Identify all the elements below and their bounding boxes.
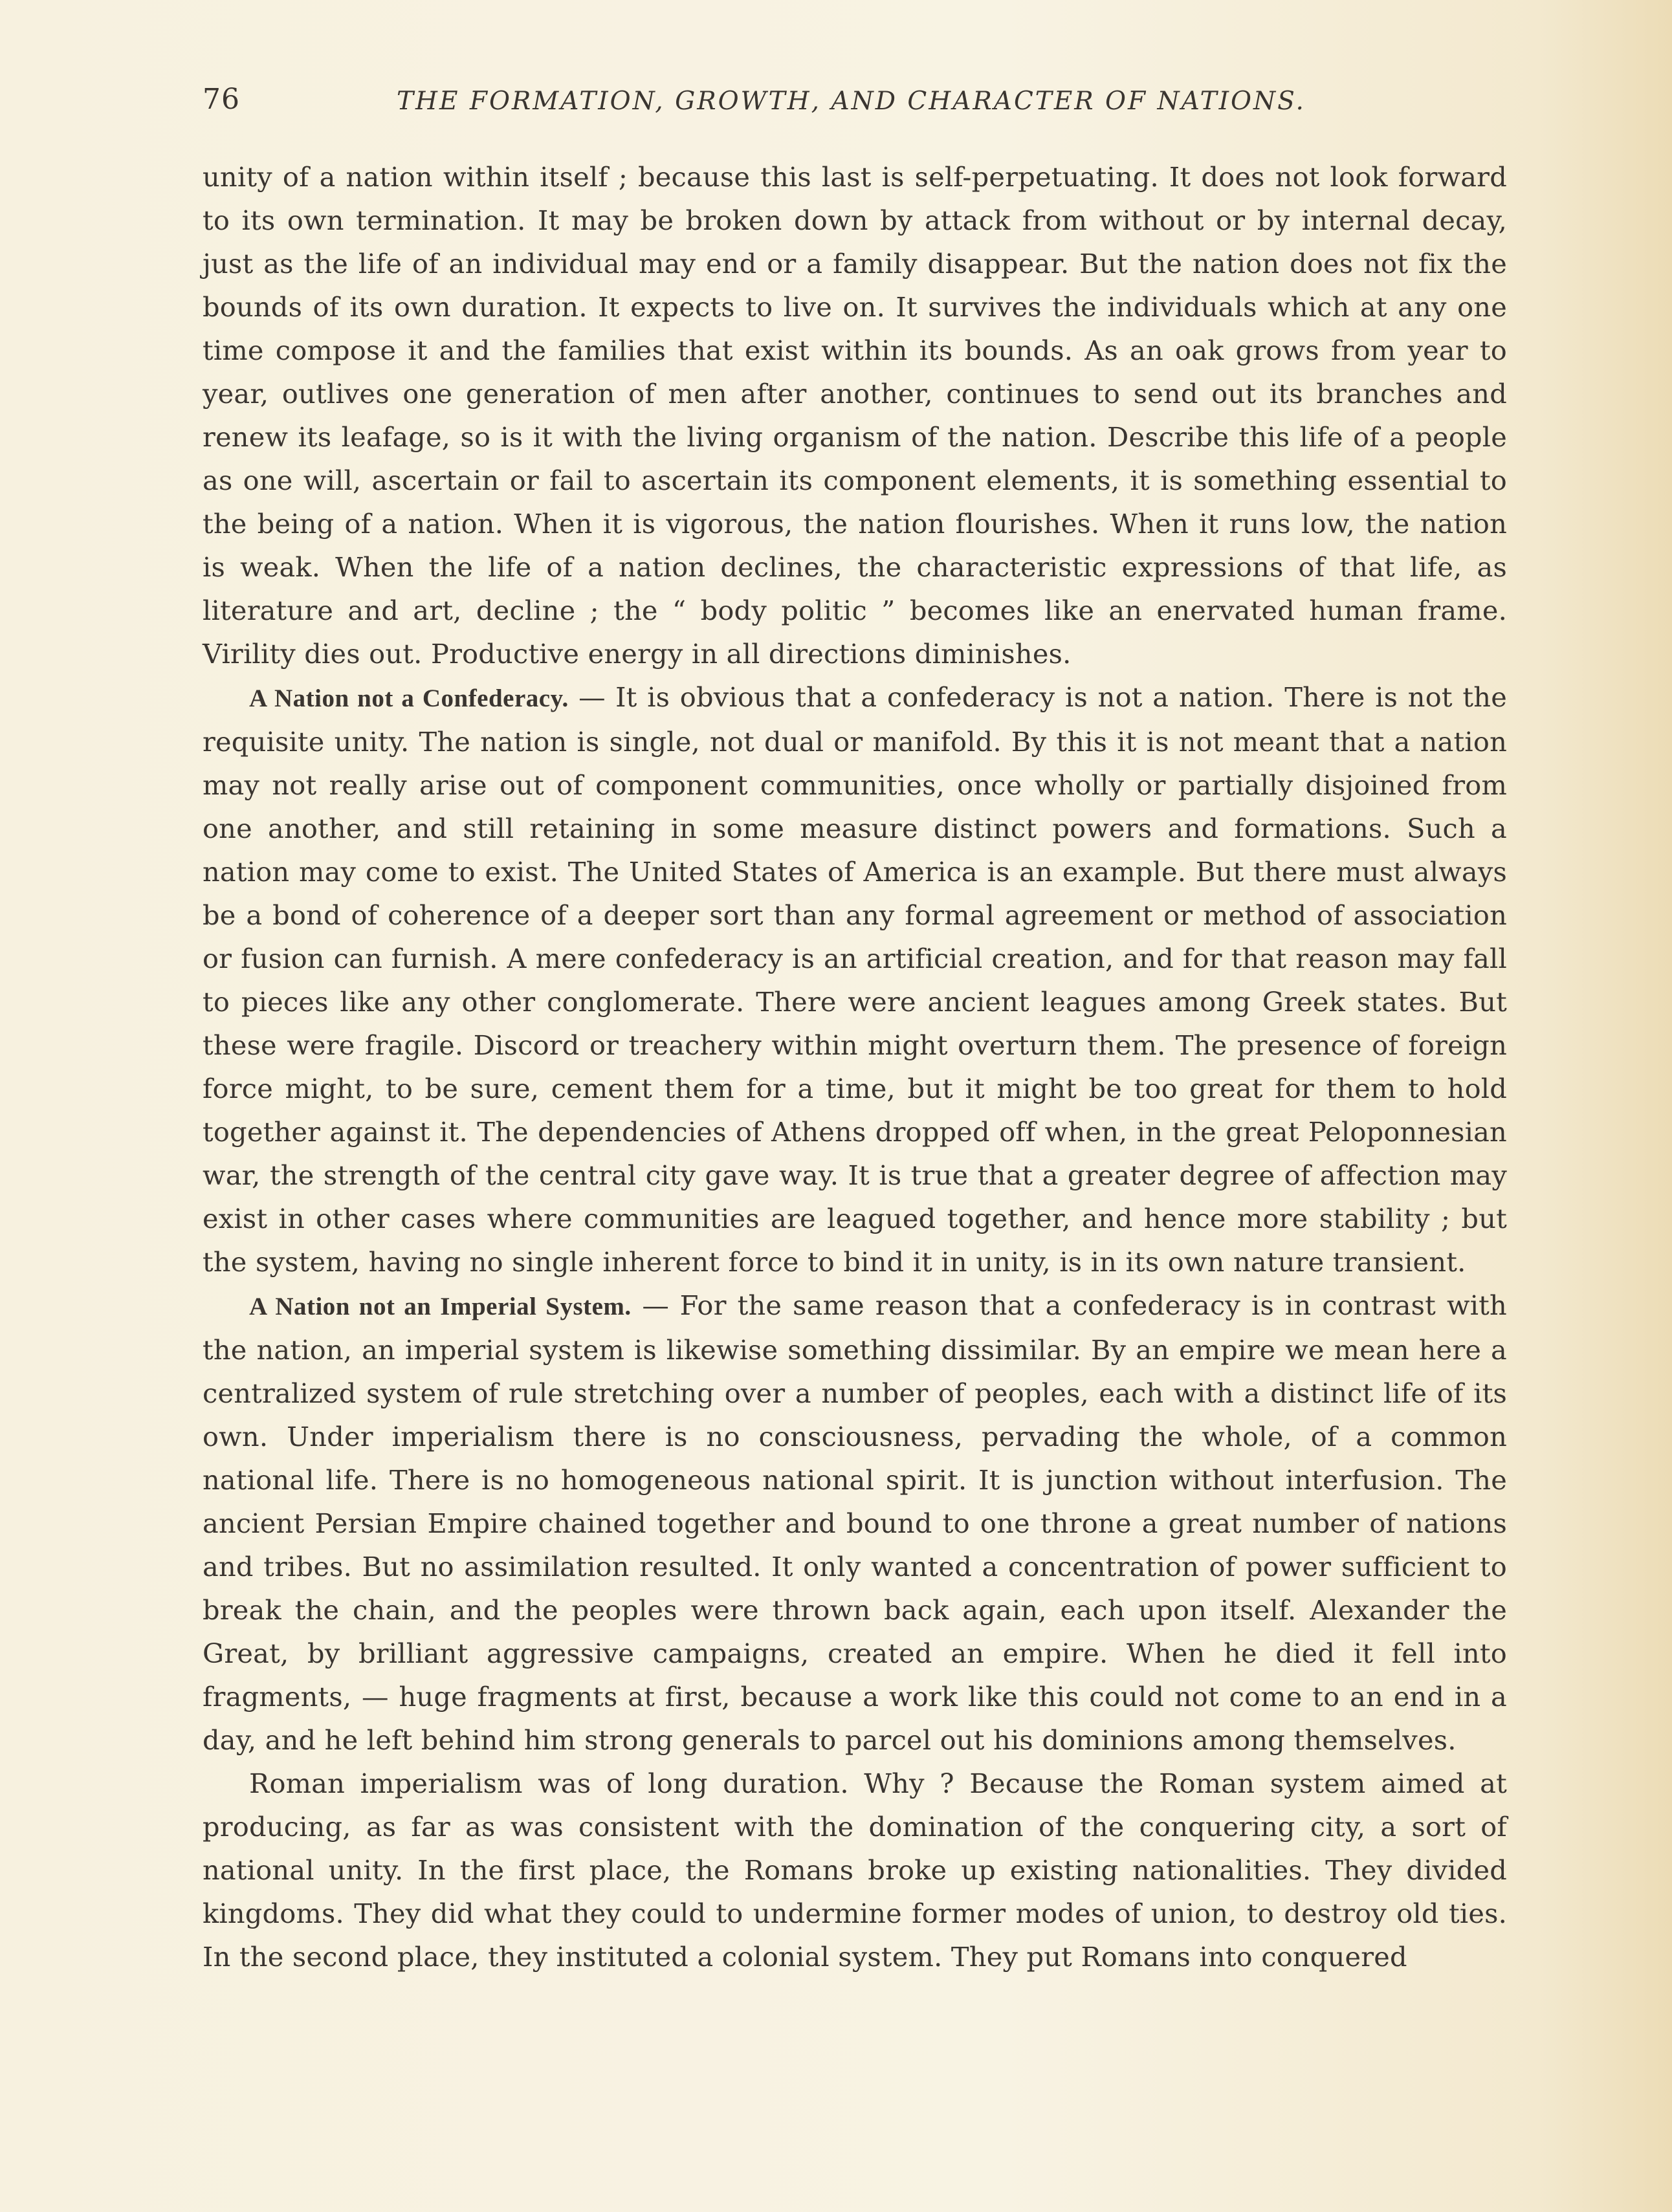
section-heading: A Nation not a Confederacy. [249, 684, 569, 712]
running-title: THE FORMATION, GROWTH, AND CHARACTER OF NATIONS. [397, 87, 1306, 116]
paragraph-text: It is obvious that a confederacy is not a nation. There is not the requisite unity. The nation is single, not dual or manifold. By this it is not meant that a nation may not really arise out of component communities, once wholly or partially disjoined from one another, and still retaining in some measure distinct powers and formations. Such a nation may come to exist. The United States of America is an example. But there must always be a bond of coherence of a deeper sort than any formal agreement or method of association or fusion can furnish. A mere confederacy is an artificial creation, and for that reason may fall to pieces like any other conglomerate. There were ancient leagues among Greek states. But these were fragile. Discord or treachery within might overturn them. The presence of foreign force might, to be sure, cement them for a time, but it might be too great for them to hold together against it. The dependencies of Athens dropped off when, in the great Peloponnesian war, the strength of the central city gave way. It is true that a greater degree of affection may exist in other cases where communities are leagued together, and hence more stability ; but the system, having no single inherent force to bind it in unity, is in its own nature transient. [203, 681, 1507, 1278]
paragraph-text: Roman imperialism was of long duration. Why ? Because the Roman system aimed at producing, as far as was consistent with the domination of the conquering city, a sort of national unity. In the first place, the Romans broke up existing nationalities. They divided kingdoms. They did what they could to undermine former modes of union, to destroy old ties. In the second place, they instituted a colonial system. They put Romans into conquered [203, 1768, 1507, 1973]
running-head [203, 83, 1507, 122]
section-heading: A Nation not an Imperial System. [249, 1293, 632, 1320]
paragraph-roman-imperialism [203, 1762, 1507, 1978]
paragraph-text: For the same reason that a confederacy is in contrast with the nation, an imperial system is likewise something dissimilar. By an empire we mean here a centralized system of rule stretching over a number of peoples, each with a distinct life of its own. Under imperialism there is no consciousness, pervading the whole, of a common national life. There is no homogeneous national spirit. It is junction without interfusion. The ancient Persian Empire chained together and bound to one throne a great number of nations and tribes. But no assimilation resulted. It only wanted a concentration of power sufficient to break the chain, and the peoples were thrown back again, each upon itself. Alexander the Great, by brilliant aggressive campaigns, created an empire. When he died it fell into fragments, — huge fragments at first, because a work like this could not come to an end in a day, and he left behind him strong generals to parcel out his dominions among themselves. [203, 1289, 1507, 1756]
paragraph-continuation [203, 155, 1507, 675]
page-number: 76 [203, 83, 240, 116]
heading-dash: — [568, 681, 616, 713]
paragraph-imperial-system [203, 1284, 1507, 1762]
body-text [203, 155, 1507, 1978]
paragraph-confederacy [203, 675, 1507, 1284]
heading-dash: — [631, 1289, 680, 1321]
paragraph-text: unity of a nation within itself ; because this last is self-perpetuating. It does not look forward to its own termination. It may be broken down by attack from without or by internal decay, just as the life of an individual may end or a family disappear. But the nation does not fix the bounds of its own duration. It expects to live on. It survives the individuals which at any one time compose it and the families that exist within its bounds. As an oak grows from year to year, outlives one generation of men after another, continues to send out its branches and renew its leafage, so is it with the living organism of the nation. Describe this life of a people as one will, ascertain or fail to ascertain its component elements, it is something essential to the being of a nation. When it is vigorous, the nation flourishes. When it runs low, the nation is weak. When the life of a nation declines, the characteristic expressions of that life, as literature and art, decline ; the “ body politic ” becomes like an enervated human frame. Virility dies out. Productive energy in all directions diminishes. [203, 161, 1507, 670]
